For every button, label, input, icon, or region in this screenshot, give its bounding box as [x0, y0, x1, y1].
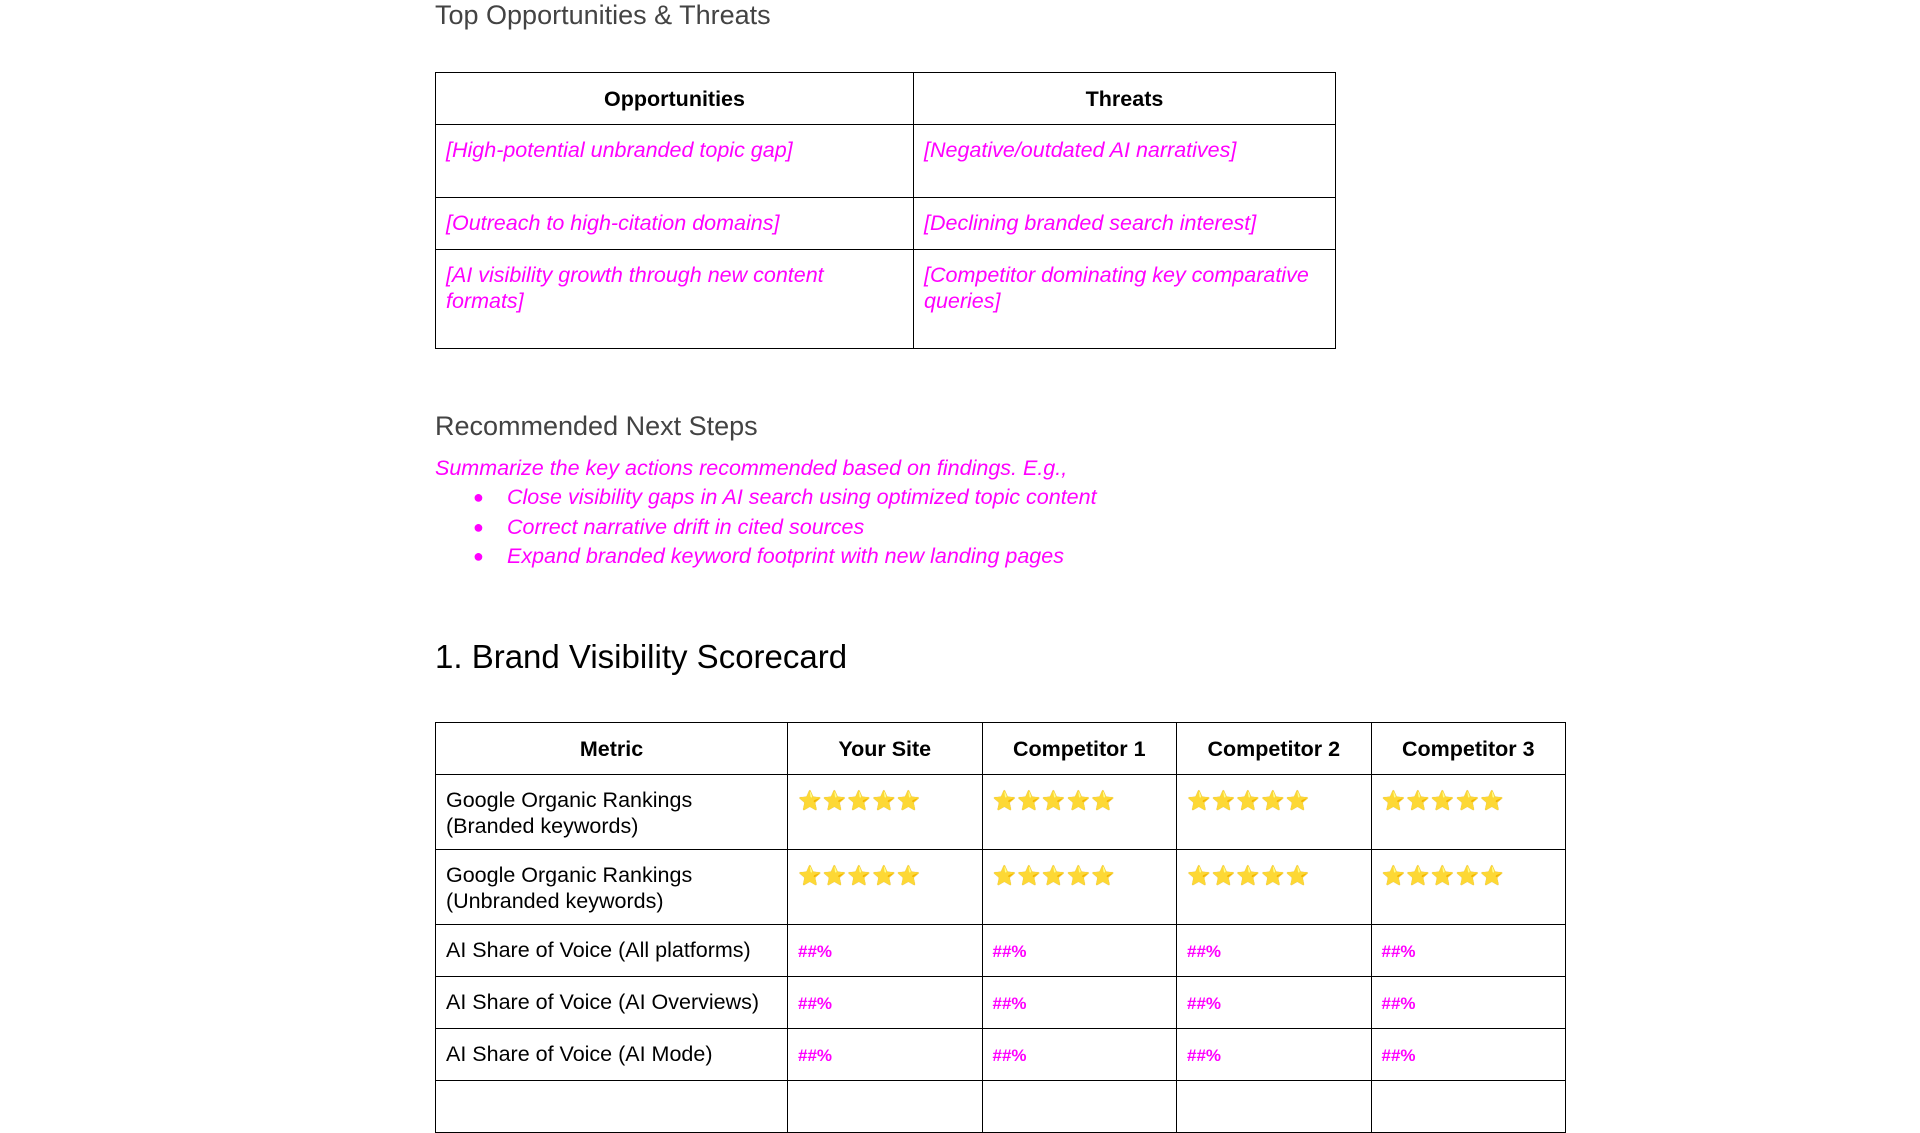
table-row [436, 1081, 1566, 1133]
score-cell [982, 1029, 1177, 1081]
score-cell [788, 1081, 983, 1133]
percent-placeholder: ##% [1187, 994, 1222, 1013]
competitor-1-column-header: Competitor 1 [982, 723, 1177, 775]
score-cell [788, 775, 983, 850]
score-cell [982, 977, 1177, 1029]
percent-placeholder: ##% [798, 994, 833, 1013]
score-cell [1177, 925, 1372, 977]
score-cell [788, 850, 983, 925]
star-rating-icon: ⭐⭐⭐⭐⭐ [992, 791, 1116, 812]
metric-cell: Google Organic Rankings (Unbranded keywords) [436, 850, 788, 925]
star-rating-icon: ⭐⭐⭐⭐⭐ [798, 791, 922, 812]
score-cell [788, 977, 983, 1029]
score-cell [1177, 850, 1372, 925]
table-header-row [436, 723, 1566, 775]
list-item-text: Correct narrative drift in cited sources [507, 514, 865, 539]
table-row [436, 250, 1336, 349]
next-steps-intro: Summarize the key actions recommended based on findings. E.g., [435, 456, 1068, 480]
bullet-icon: ● [473, 546, 484, 566]
metric-column-header: Metric [436, 723, 788, 775]
opportunity-cell: [High-potential unbranded topic gap] [436, 125, 914, 198]
table-row [436, 925, 1566, 977]
score-cell [1371, 775, 1566, 850]
list-item [435, 542, 1097, 572]
percent-placeholder: ##% [1187, 942, 1222, 961]
bullet-icon: ● [473, 487, 484, 507]
score-cell [1371, 925, 1566, 977]
next-steps-heading: Recommended Next Steps [435, 411, 758, 441]
score-cell [788, 1029, 983, 1081]
score-cell [982, 925, 1177, 977]
score-cell [1371, 1029, 1566, 1081]
table-row [436, 125, 1336, 198]
percent-placeholder: ##% [992, 994, 1027, 1013]
list-item-text: Close visibility gaps in AI search using optimized topic content [507, 485, 1097, 509]
table-row [436, 977, 1566, 1029]
score-cell [1177, 977, 1372, 1029]
percent-placeholder: ##% [992, 942, 1027, 961]
next-steps-list [435, 483, 1097, 572]
score-cell [1371, 850, 1566, 925]
threats-column-header: Threats [914, 73, 1336, 125]
brand-visibility-scorecard-table [435, 722, 1566, 1133]
opportunity-cell: [Outreach to high-citation domains] [436, 198, 914, 250]
table-row [436, 775, 1566, 850]
percent-placeholder: ##% [1381, 994, 1416, 1013]
threat-cell: [Competitor dominating key comparative queries] [914, 250, 1336, 349]
metric-cell: AI Share of Voice (AI Mode) [436, 1029, 788, 1081]
list-item [435, 483, 1097, 513]
metric-cell: Google Organic Rankings (Branded keywords) [436, 775, 788, 850]
star-rating-icon: ⭐⭐⭐⭐⭐ [1187, 866, 1311, 887]
list-item [435, 513, 1097, 543]
threat-cell: [Declining branded search interest] [914, 198, 1336, 250]
threat-cell: [Negative/outdated AI narratives] [914, 125, 1336, 198]
percent-placeholder: ##% [1187, 1046, 1222, 1065]
star-rating-icon: ⭐⭐⭐⭐⭐ [1187, 791, 1311, 812]
percent-placeholder: ##% [1381, 1046, 1416, 1065]
metric-cell: AI Share of Voice (All platforms) [436, 925, 788, 977]
star-rating-icon: ⭐⭐⭐⭐⭐ [1381, 791, 1505, 812]
score-cell [982, 775, 1177, 850]
star-rating-icon: ⭐⭐⭐⭐⭐ [798, 866, 922, 887]
table-row [436, 850, 1566, 925]
table-row [436, 1029, 1566, 1081]
opportunities-threats-heading: Top Opportunities & Threats [435, 0, 771, 30]
metric-cell [436, 1081, 788, 1133]
percent-placeholder: ##% [798, 942, 833, 961]
score-cell [1371, 977, 1566, 1029]
score-cell [1177, 1029, 1372, 1081]
your-site-column-header: Your Site [788, 723, 983, 775]
score-cell [1177, 1081, 1372, 1133]
table-row [436, 198, 1336, 250]
score-cell [982, 1081, 1177, 1133]
scorecard-heading: 1. Brand Visibility Scorecard [435, 638, 848, 675]
opportunities-threats-table [435, 72, 1336, 349]
score-cell [1371, 1081, 1566, 1133]
competitor-3-column-header: Competitor 3 [1371, 723, 1566, 775]
percent-placeholder: ##% [1381, 942, 1416, 961]
metric-cell: AI Share of Voice (AI Overviews) [436, 977, 788, 1029]
score-cell [1177, 775, 1372, 850]
percent-placeholder: ##% [798, 1046, 833, 1065]
competitor-2-column-header: Competitor 2 [1177, 723, 1372, 775]
table-header-row [436, 73, 1336, 125]
star-rating-icon: ⭐⭐⭐⭐⭐ [1381, 866, 1505, 887]
percent-placeholder: ##% [992, 1046, 1027, 1065]
star-rating-icon: ⭐⭐⭐⭐⭐ [992, 866, 1116, 887]
opportunities-column-header: Opportunities [436, 73, 914, 125]
bullet-icon: ● [473, 516, 484, 537]
score-cell [788, 925, 983, 977]
score-cell [982, 850, 1177, 925]
opportunity-cell: [AI visibility growth through new content formats] [436, 250, 914, 349]
list-item-text: Expand branded keyword footprint with new landing pages [507, 544, 1064, 568]
